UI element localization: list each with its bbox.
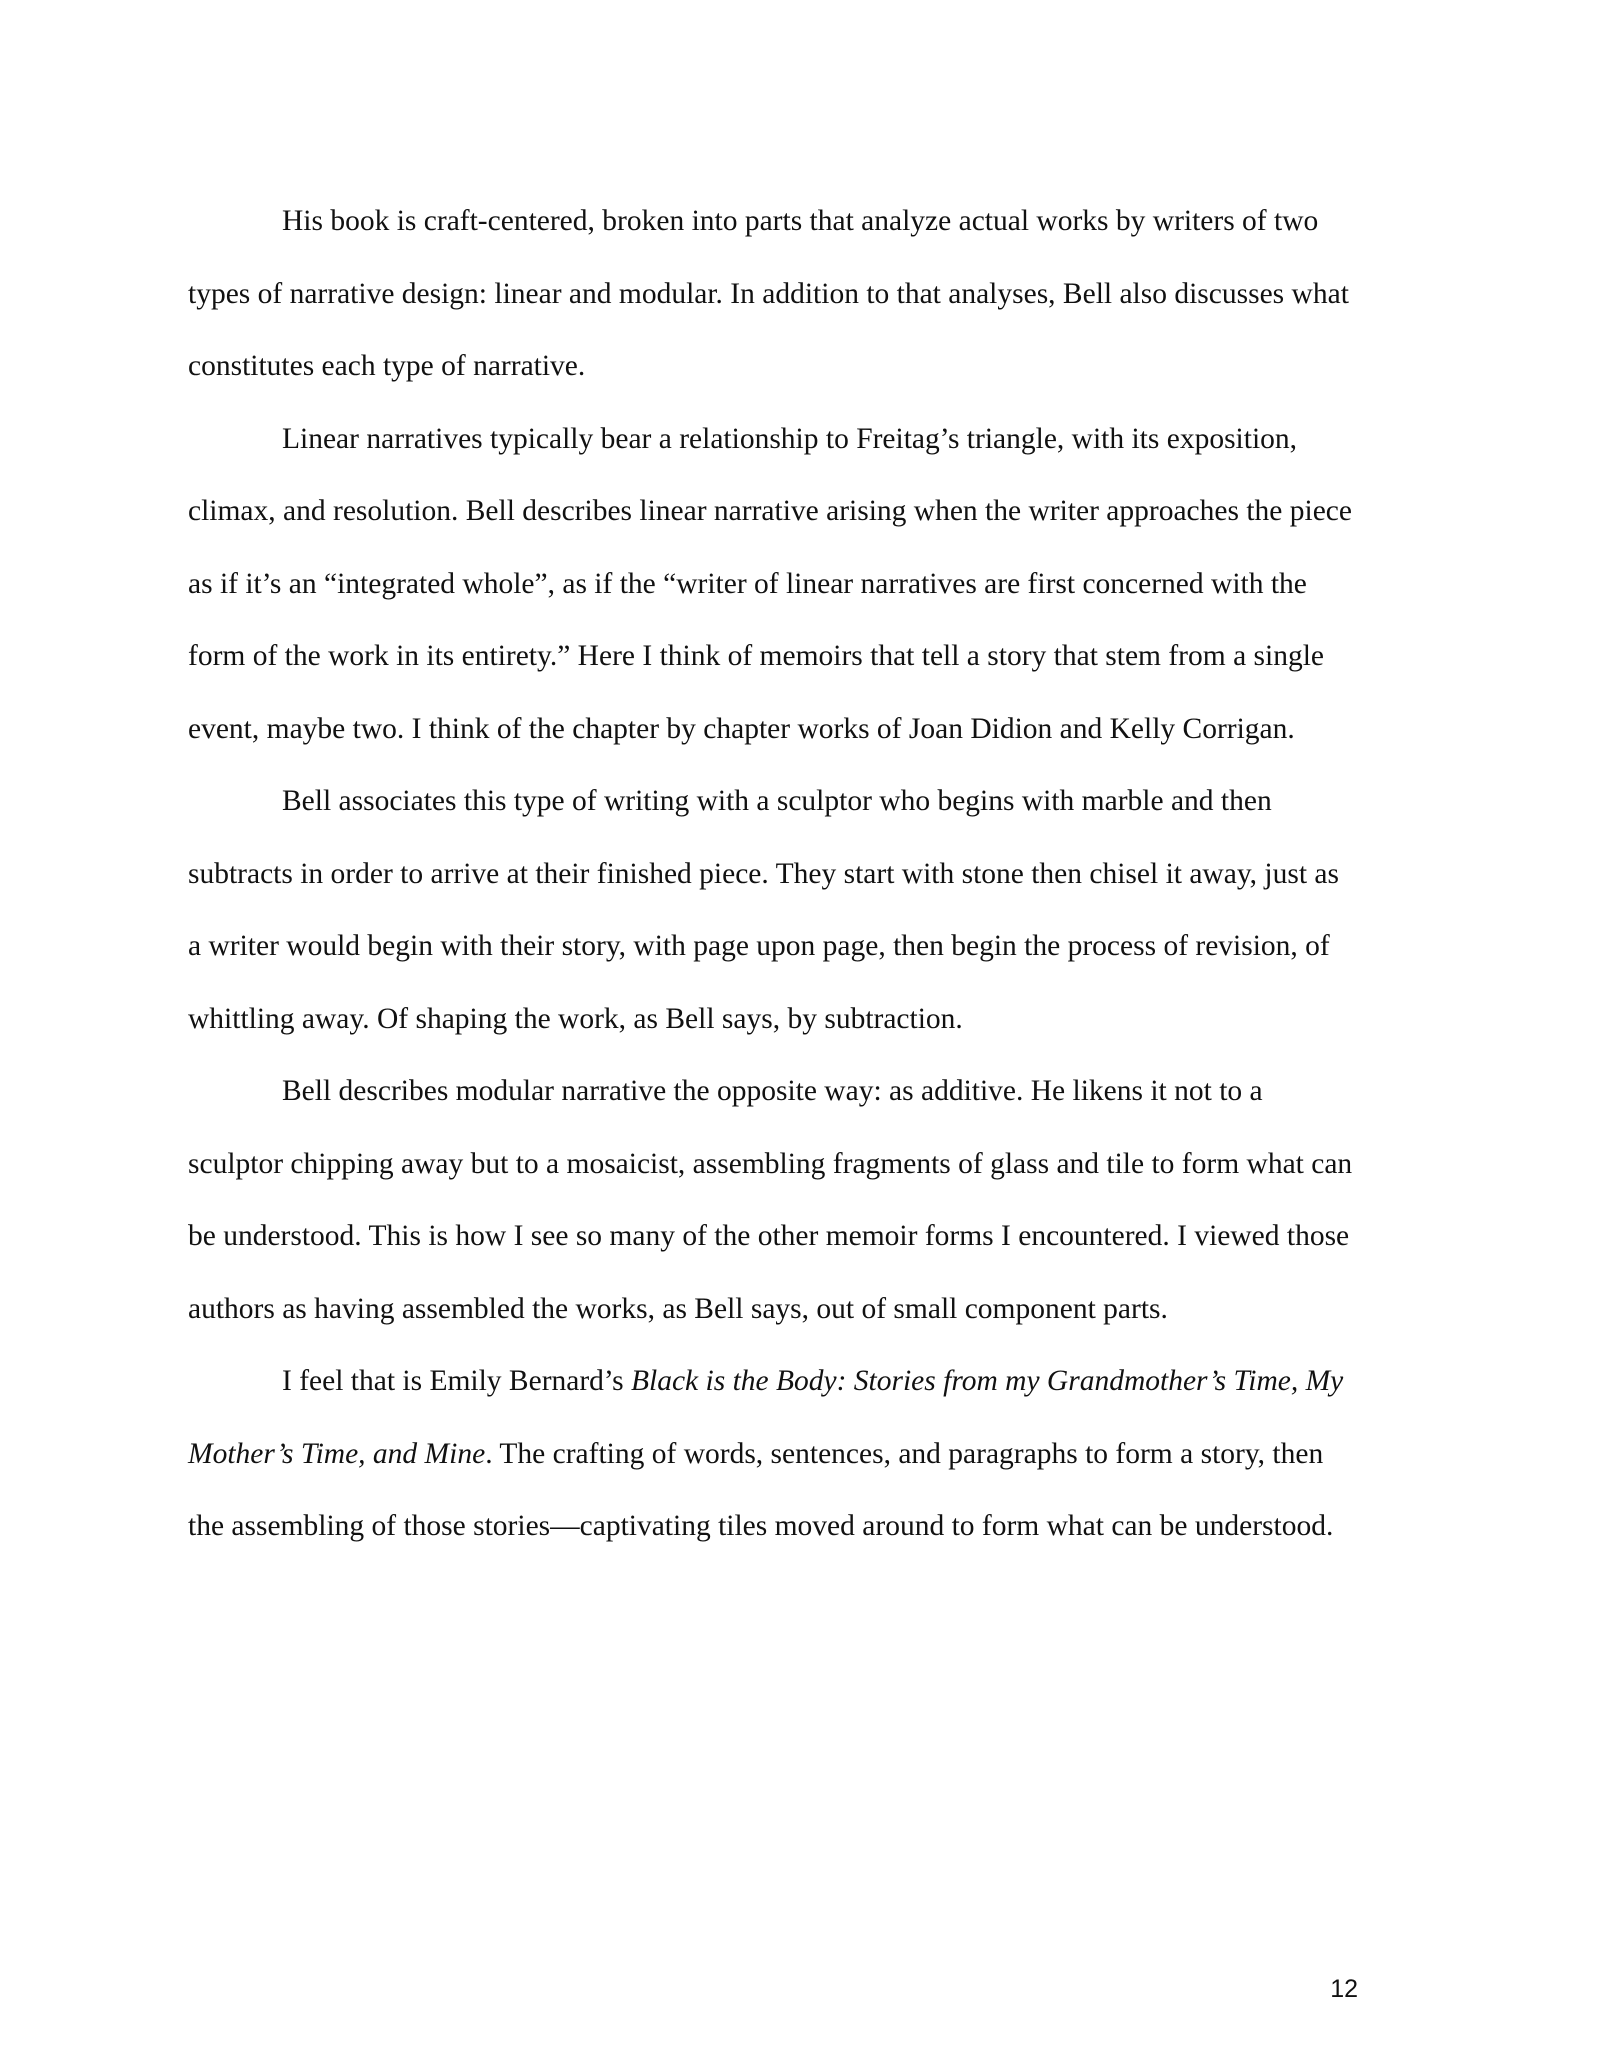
paragraph-craft-centered: His book is craft-centered, broken into parts that analyze actual works by writers of two types of narrative design: linear and modular. In addition to that analyses, Bell also discusses what constitutes each type of narrative. (188, 205, 1349, 382)
paragraph-emily-bernard (188, 1345, 1354, 1563)
paragraph-text-before-title: I feel that is Emily Bernard’s (282, 1365, 631, 1397)
paragraph-text-after-title: . The crafting of words, sentences, and paragraphs to form a story, then the assembling of those stories—captivating tiles moved around to form what can be understood. (188, 1437, 1334, 1542)
paragraph-modular-narrative: Bell describes modular narrative the opposite way: as additive. He likens it not to a sculptor chipping away but to a mosaicist, assembling fragments of glass and tile to form what can be understood. This is how I see so many of the other memoir forms I encountered. I viewed those authors as having assembled the works, as Bell says, out of small component parts. (188, 1075, 1353, 1325)
page-number: 12 (1330, 1975, 1358, 2003)
body-text (188, 185, 1354, 1563)
paragraph-linear-narratives: Linear narratives typically bear a relationship to Freitag’s triangle, with its exposition, climax, and resolution. Bell describes linear narrative arising when the writer approaches the piece as if it’s an “integrated whole”, as if the “writer of linear narratives are first concerned with the form of the work in its entirety.” Here I think of memoirs that tell a story that stem from a single event, maybe two. I think of the chapter by chapter works of Joan Didion and Kelly Corrigan. (188, 422, 1352, 745)
book-title: Black is the Body: Stories from my Grandmother’s Time, My Mother’s Time, and Mine (188, 1365, 1344, 1470)
paragraph-sculptor: Bell associates this type of writing with a sculptor who begins with marble and then subtracts in order to arrive at their finished piece. They start with stone then chisel it away, just as a writer would begin with their story, with page upon page, then begin the process of revision, of whittling away. Of shaping the work, as Bell says, by subtraction. (188, 785, 1339, 1035)
